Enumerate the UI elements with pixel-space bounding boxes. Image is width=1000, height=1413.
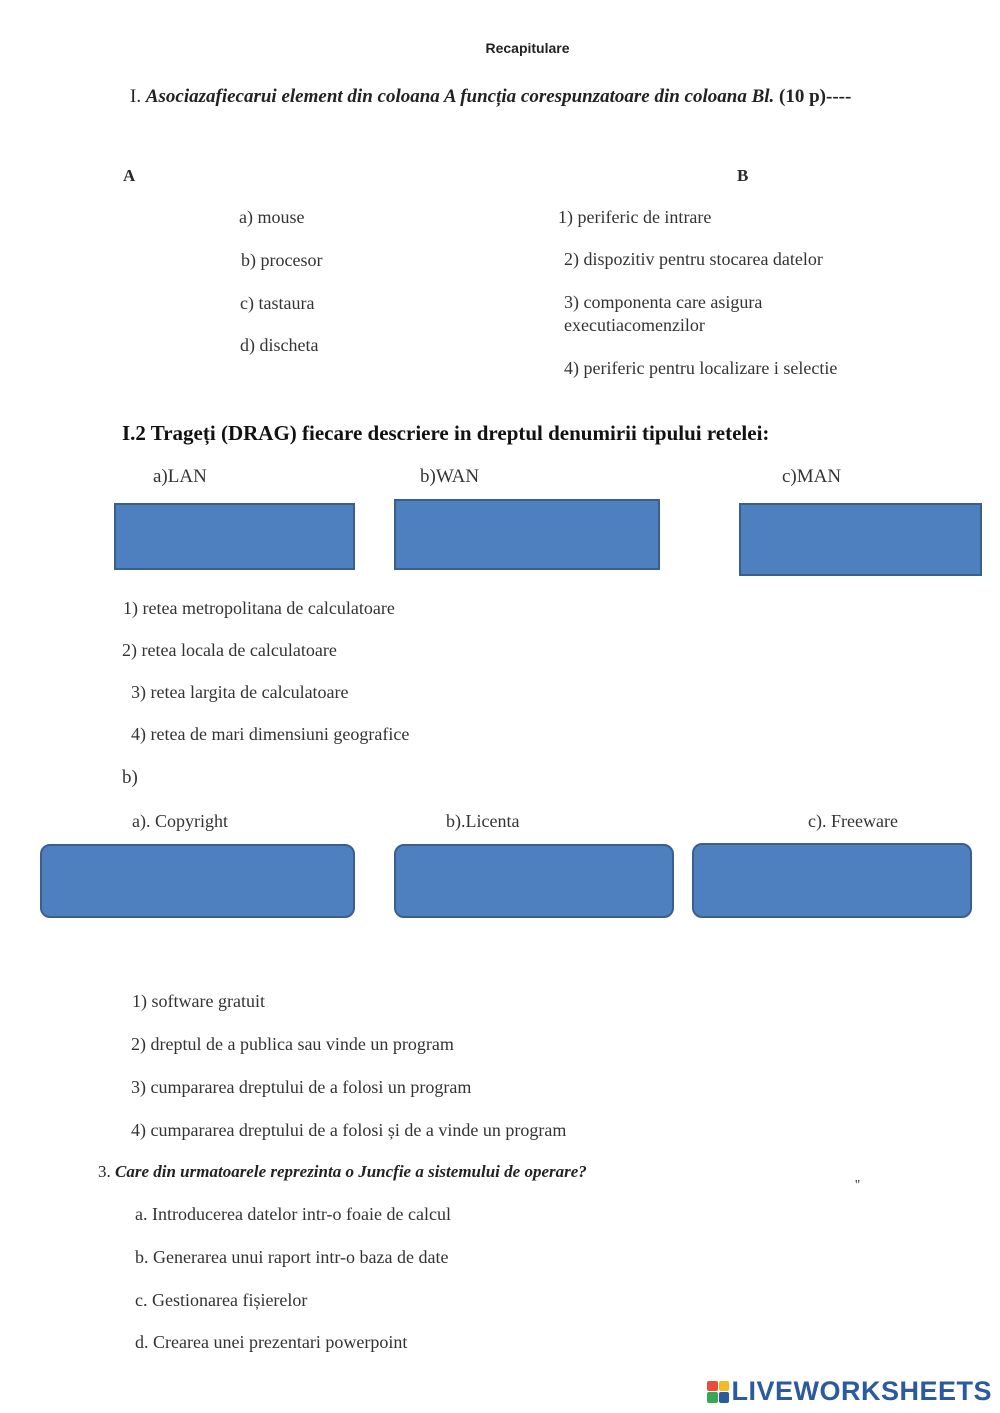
question-3 — [98, 1162, 587, 1182]
license-description[interactable]: 4) cumpararea dreptului de a folosi și de a vinde un program — [131, 1120, 567, 1140]
question-1-points: (10 p)---- — [779, 86, 852, 107]
option-a[interactable]: a. Introducerea datelor intr-o foaie de calcul — [135, 1204, 451, 1224]
column-a-item: b) procesor — [241, 250, 323, 270]
option-b[interactable]: b. Generarea unui raport intr-o baza de date — [135, 1247, 449, 1267]
liveworksheets-logo — [707, 1376, 992, 1407]
column-b-item: 1) periferic de intrare — [558, 207, 712, 227]
brand-name: LIVEWORKSHEETS — [731, 1376, 992, 1406]
question-3-text: Care din urmatoarele reprezinta o Juncfie a sistemului de operare? — [115, 1162, 587, 1181]
network-label-wan: b)WAN — [420, 466, 480, 487]
network-label-lan: a)LAN — [153, 466, 207, 487]
network-description[interactable]: 1) retea metropolitana de calculatoare — [123, 598, 395, 618]
option-d[interactable]: d. Crearea unei prezentari powerpoint — [135, 1332, 408, 1352]
column-a-item: c) tastaura — [240, 293, 315, 313]
network-description[interactable]: 3) retea largita de calculatoare — [131, 682, 349, 702]
column-b-item-continued: executiacomenzilor — [564, 315, 705, 335]
column-b-item: 3) componenta care asigura — [564, 292, 763, 312]
liveworksheets-logo-icon — [707, 1381, 729, 1403]
drop-zone-freeware[interactable] — [692, 843, 972, 918]
page-title: Recapitulare — [485, 40, 570, 56]
question-1-instruction — [130, 86, 851, 108]
question-1-number: I. — [130, 86, 142, 107]
column-a-header: A — [123, 166, 136, 185]
column-b-item: 2) dispozitiv pentru stocarea datelor — [564, 249, 823, 269]
drop-zone-man[interactable] — [739, 503, 982, 576]
column-b-header: B — [737, 166, 749, 185]
column-a-item: a) mouse — [239, 207, 305, 227]
drop-zone-copyright[interactable] — [40, 844, 355, 918]
option-c[interactable]: c. Gestionarea fișierelor — [135, 1290, 308, 1310]
subsection-b-label: b) — [122, 767, 138, 788]
question-3-number: 3. — [98, 1162, 111, 1181]
license-label-licenta: b).Licenta — [446, 811, 520, 831]
license-description[interactable]: 2) dreptul de a publica sau vinde un program — [131, 1034, 454, 1054]
license-label-copyright: a). Copyright — [132, 811, 228, 831]
stray-mark: '' — [855, 1178, 861, 1193]
column-b-item: 4) periferic pentru localizare i selectie — [564, 358, 838, 378]
drop-zone-lan[interactable] — [114, 503, 355, 570]
question-1-text: Asociazafiecarui element din coloana A funcția corespunzatoare din coloana Bl. — [145, 86, 775, 107]
license-description[interactable]: 3) cumpararea dreptului de a folosi un program — [131, 1077, 472, 1097]
section-2-heading: I.2 Trageți (DRAG) fiecare descriere in dreptul denumirii tipului retelei: — [122, 421, 770, 445]
drop-zone-wan[interactable] — [394, 499, 660, 570]
license-label-freeware: c). Freeware — [808, 811, 898, 831]
license-description[interactable]: 1) software gratuit — [132, 991, 265, 1011]
network-description[interactable]: 4) retea de mari dimensiuni geografice — [131, 724, 410, 744]
network-label-man: c)MAN — [782, 466, 842, 487]
column-a-item: d) discheta — [240, 335, 319, 355]
network-description[interactable]: 2) retea locala de calculatoare — [122, 640, 337, 660]
drop-zone-licenta[interactable] — [394, 844, 674, 918]
